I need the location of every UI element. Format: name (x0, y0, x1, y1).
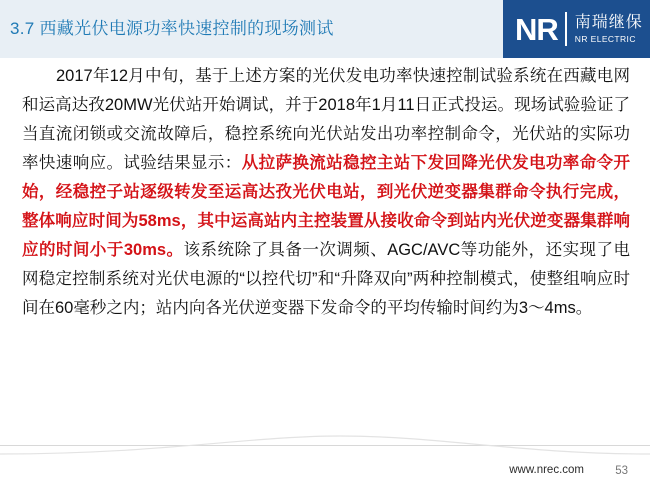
logo-divider (565, 12, 567, 46)
footer-url: www.nrec.com (509, 464, 584, 476)
logo-company-en: NR ELECTRIC (574, 33, 636, 44)
logo-text-group (575, 14, 643, 44)
body-text-part-3: 该系统除了具备一次调频、AGC/AVC等功能外，还实现了电网稳定控制系统对光伏电源的“以控代切”和“升降双向”两种控制模式，使整组响应时间在60毫秒之内；站内向各光伏逆变器下发命令的平均传输时间约为3～4ms。 (22, 241, 631, 317)
page-number: 53 (615, 465, 628, 477)
body-paragraph (22, 62, 630, 323)
logo-mark-text: NR (515, 11, 558, 47)
slide-header (0, 0, 650, 58)
page-title: 3.7 西藏光伏电源功率快速控制的现场测试 (10, 19, 334, 38)
slide-body (22, 62, 630, 323)
body-text-highlight: 从拉萨换流站稳控主站下发回降光伏发电功率命令开始，经稳控子站逐级转发至运高达孜光伏电站，到光伏逆变器集群命令执行完成，整体响应时间为58ms，其中运高站内主控装置从接收命令到站内光伏逆变器集群响应的时间小于30ms。 (22, 154, 631, 259)
footer-decoration (0, 434, 650, 456)
logo-company-cn: 南瑞继保 (574, 14, 643, 32)
body-text-part-1: 2017年12月中旬，基于上述方案的光伏发电功率快速控制试验系统在西藏电网和运高达孜20MW光伏站开始调试，并于2018年1月11日正式投运。现场试验验证了当直流闭锁或交流故障后，稳控系统向光伏站发出功率控制命令，光伏站的实际功率快速响应。试验结果显示： (22, 67, 630, 172)
company-logo (503, 0, 650, 58)
